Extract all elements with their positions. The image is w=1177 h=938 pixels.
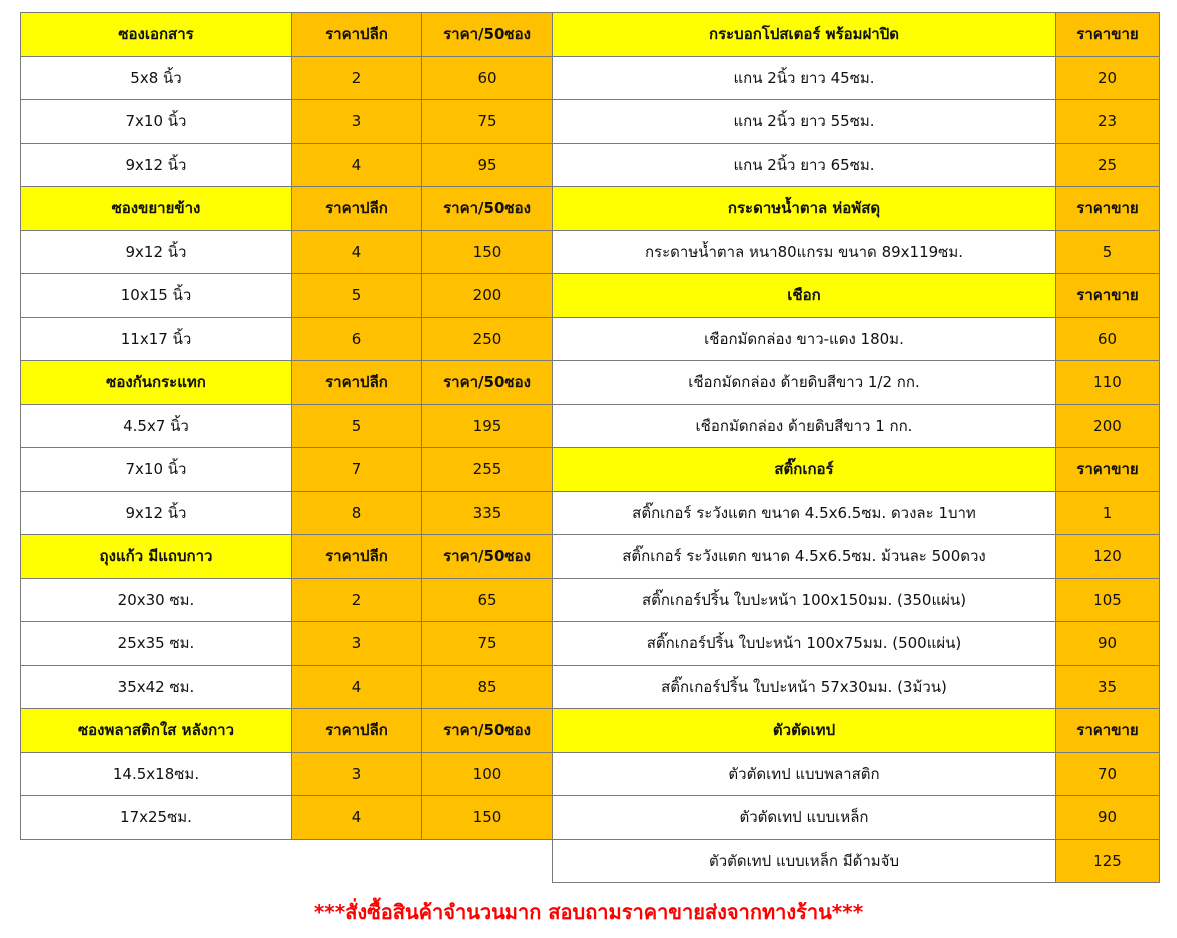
retail-price: 4 [292, 796, 422, 840]
sale-price: 105 [1056, 578, 1160, 622]
section-title: ถุงแก้ว มีแถบกาว [21, 535, 292, 579]
column-header-price: ราคาขาย [1056, 274, 1160, 318]
price-per-50: 100 [422, 752, 553, 796]
item-name: 9x12 นิ้ว [21, 491, 292, 535]
table-row [21, 665, 553, 709]
table-row [553, 361, 1160, 405]
item-name: เชือกมัดกล่อง ขาว-แดง 180ม. [553, 317, 1056, 361]
table-row [21, 622, 553, 666]
table-row [553, 56, 1160, 100]
section-title: กระบอกโปสเตอร์ พร้อมฝาปิด [553, 13, 1056, 57]
section-title: ซองขยายข้าง [21, 187, 292, 231]
item-name: สติ๊กเกอร์ปริ้น ใบปะหน้า 100x150มม. (350แผ่น) [553, 578, 1056, 622]
item-name: สติ๊กเกอร์ปริ้น ใบปะหน้า 57x30มม. (3ม้วน) [553, 665, 1056, 709]
price-per-50: 95 [422, 143, 553, 187]
sale-price: 200 [1056, 404, 1160, 448]
bulk-order-note: ***สั่งซื้อสินค้าจำนวนมาก สอบถามราคาขายส่งจากทางร้าน*** [313, 900, 864, 924]
column-header-price: ราคาขาย [1056, 187, 1160, 231]
item-name: เชือกมัดกล่อง ด้ายดิบสีขาว 1 กก. [553, 404, 1056, 448]
sale-price: 60 [1056, 317, 1160, 361]
retail-price: 3 [292, 622, 422, 666]
section-title: สติ๊กเกอร์ [553, 448, 1056, 492]
table-row [21, 143, 553, 187]
supplies-price-table [552, 12, 1160, 883]
column-header-per50: ราคา/50ซอง [422, 187, 553, 231]
table-header-row [553, 13, 1160, 57]
item-name: 11x17 นิ้ว [21, 317, 292, 361]
price-per-50: 65 [422, 578, 553, 622]
item-name: 17x25ซม. [21, 796, 292, 840]
table-row [21, 448, 553, 492]
sale-price: 90 [1056, 622, 1160, 666]
retail-price: 2 [292, 578, 422, 622]
sale-price: 20 [1056, 56, 1160, 100]
item-name: แกน 2นิ้ว ยาว 55ซม. [553, 100, 1056, 144]
column-header-price: ราคาขาย [1056, 13, 1160, 57]
item-name: 20x30 ซม. [21, 578, 292, 622]
retail-price: 4 [292, 143, 422, 187]
item-name: ตัวตัดเทป แบบเหล็ก มีด้ามจับ [553, 839, 1056, 883]
section-title: ซองเอกสาร [21, 13, 292, 57]
table-row [21, 274, 553, 318]
section-title: ซองพลาสติกใส หลังกาว [21, 709, 292, 753]
price-per-50: 150 [422, 796, 553, 840]
table-header-row [553, 709, 1160, 753]
table-row [553, 404, 1160, 448]
column-header-retail: ราคาปลีก [292, 535, 422, 579]
item-name: 4.5x7 นิ้ว [21, 404, 292, 448]
item-name: 10x15 นิ้ว [21, 274, 292, 318]
table-row [553, 143, 1160, 187]
column-header-per50: ราคา/50ซอง [422, 535, 553, 579]
item-name: 35x42 ซม. [21, 665, 292, 709]
table-header-row [21, 187, 553, 231]
table-row [553, 839, 1160, 883]
price-per-50: 85 [422, 665, 553, 709]
sale-price: 1 [1056, 491, 1160, 535]
sale-price: 110 [1056, 361, 1160, 405]
item-name: 9x12 นิ้ว [21, 143, 292, 187]
price-per-50: 335 [422, 491, 553, 535]
item-name: 14.5x18ซม. [21, 752, 292, 796]
item-name: 7x10 นิ้ว [21, 100, 292, 144]
table-row [553, 796, 1160, 840]
item-name: 9x12 นิ้ว [21, 230, 292, 274]
column-header-per50: ราคา/50ซอง [422, 361, 553, 405]
table-header-row [21, 709, 553, 753]
sale-price: 90 [1056, 796, 1160, 840]
table-row [21, 578, 553, 622]
sale-price: 23 [1056, 100, 1160, 144]
retail-price: 4 [292, 230, 422, 274]
retail-price: 2 [292, 56, 422, 100]
item-name: แกน 2นิ้ว ยาว 45ซม. [553, 56, 1056, 100]
price-per-50: 250 [422, 317, 553, 361]
column-header-retail: ราคาปลีก [292, 361, 422, 405]
table-header-row [21, 361, 553, 405]
section-title: ตัวตัดเทป [553, 709, 1056, 753]
table-row [553, 578, 1160, 622]
table-row [21, 100, 553, 144]
sale-price: 5 [1056, 230, 1160, 274]
price-per-50: 150 [422, 230, 553, 274]
sale-price: 70 [1056, 752, 1160, 796]
column-header-price: ราคาขาย [1056, 709, 1160, 753]
price-per-50: 75 [422, 100, 553, 144]
retail-price: 3 [292, 100, 422, 144]
retail-price: 6 [292, 317, 422, 361]
table-header-row [553, 274, 1160, 318]
item-name: 7x10 นิ้ว [21, 448, 292, 492]
table-header-row [21, 535, 553, 579]
table-header-row [21, 13, 553, 57]
table-row [553, 491, 1160, 535]
table-row [21, 404, 553, 448]
retail-price: 5 [292, 274, 422, 318]
item-name: ตัวตัดเทป แบบเหล็ก [553, 796, 1056, 840]
table-header-row [553, 187, 1160, 231]
sale-price: 125 [1056, 839, 1160, 883]
column-header-price: ราคาขาย [1056, 448, 1160, 492]
table-row [553, 622, 1160, 666]
table-header-row [553, 448, 1160, 492]
section-title: เชือก [553, 274, 1056, 318]
retail-price: 3 [292, 752, 422, 796]
column-header-retail: ราคาปลีก [292, 13, 422, 57]
table-row [553, 752, 1160, 796]
column-header-retail: ราคาปลีก [292, 709, 422, 753]
price-per-50: 60 [422, 56, 553, 100]
price-per-50: 255 [422, 448, 553, 492]
price-per-50: 75 [422, 622, 553, 666]
table-row [21, 491, 553, 535]
item-name: สติ๊กเกอร์ ระวังแตก ขนาด 4.5x6.5ซม. ดวงละ 1บาท [553, 491, 1056, 535]
item-name: แกน 2นิ้ว ยาว 65ซม. [553, 143, 1056, 187]
sale-price: 25 [1056, 143, 1160, 187]
retail-price: 4 [292, 665, 422, 709]
table-row [21, 56, 553, 100]
retail-price: 8 [292, 491, 422, 535]
item-name: สติ๊กเกอร์ ระวังแตก ขนาด 4.5x6.5ซม. ม้วนละ 500ดวง [553, 535, 1056, 579]
item-name: กระดาษน้ำตาล หนา80แกรม ขนาด 89x119ซม. [553, 230, 1056, 274]
table-row [553, 665, 1160, 709]
table-row [21, 752, 553, 796]
sale-price: 35 [1056, 665, 1160, 709]
retail-price: 7 [292, 448, 422, 492]
item-name: 25x35 ซม. [21, 622, 292, 666]
item-name: ตัวตัดเทป แบบพลาสติก [553, 752, 1056, 796]
item-name: 5x8 นิ้ว [21, 56, 292, 100]
table-row [553, 317, 1160, 361]
envelope-price-table [20, 12, 553, 840]
sale-price: 120 [1056, 535, 1160, 579]
section-title: ซองกันกระแทก [21, 361, 292, 405]
table-row [21, 317, 553, 361]
table-row [21, 230, 553, 274]
item-name: สติ๊กเกอร์ปริ้น ใบปะหน้า 100x75มม. (500แผ่น) [553, 622, 1056, 666]
column-header-per50: ราคา/50ซอง [422, 13, 553, 57]
price-per-50: 195 [422, 404, 553, 448]
table-row [553, 230, 1160, 274]
column-header-per50: ราคา/50ซอง [422, 709, 553, 753]
item-name: เชือกมัดกล่อง ด้ายดิบสีขาว 1/2 กก. [553, 361, 1056, 405]
price-per-50: 200 [422, 274, 553, 318]
retail-price: 5 [292, 404, 422, 448]
column-header-retail: ราคาปลีก [292, 187, 422, 231]
table-row [21, 796, 553, 840]
table-row [553, 100, 1160, 144]
section-title: กระดาษน้ำตาล ห่อพัสดุ [553, 187, 1056, 231]
table-row [553, 535, 1160, 579]
